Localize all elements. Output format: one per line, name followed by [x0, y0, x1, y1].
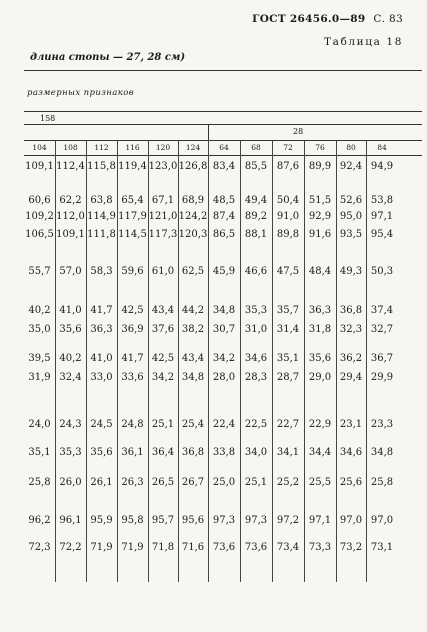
table-group-border [24, 124, 422, 125]
table-cell: 83,4 [212, 161, 236, 172]
table-cell: 35,6 [59, 324, 82, 335]
table-cell: 114,5 [118, 229, 147, 240]
table-cell: 36,3 [90, 324, 113, 335]
table-cell: 97,0 [370, 515, 394, 526]
document-code [252, 13, 403, 25]
table-cell: 111,8 [87, 229, 116, 240]
table-cell: 49,3 [339, 266, 363, 277]
table-cell: 39,5 [28, 353, 51, 364]
column-header: 64 [219, 143, 229, 152]
table-cell: 26,5 [151, 477, 175, 488]
table-cell: 95,0 [339, 211, 363, 222]
table-cell: 34,8 [370, 447, 394, 458]
table-cell: 51,5 [308, 195, 332, 206]
table-cell: 73,6 [212, 542, 236, 553]
table-cell: 93,5 [339, 229, 363, 240]
table-cell: 40,2 [28, 305, 51, 316]
table-cell: 86,5 [212, 229, 236, 240]
table-cell: 106,5 [25, 229, 54, 240]
table-cell: 73,4 [276, 542, 300, 553]
table-cell: 55,7 [28, 266, 51, 277]
table-cell: 40,2 [59, 353, 82, 364]
table-cell: 112,4 [56, 161, 85, 172]
table-cell: 59,6 [121, 266, 144, 277]
table-cell: 36,8 [339, 305, 363, 316]
table-cell: 47,5 [276, 266, 300, 277]
table-cell: 28,7 [276, 372, 300, 383]
table-cell: 31,0 [244, 324, 268, 335]
table-cell: 41,7 [90, 305, 113, 316]
table-cell: 24,0 [28, 419, 51, 430]
column-header-row [24, 141, 422, 155]
table-cell: 97,1 [370, 211, 394, 222]
table-cell: 89,2 [244, 211, 268, 222]
table-cell: 71,9 [90, 542, 113, 553]
table-cell: 117,3 [148, 229, 178, 240]
table-cell: 35,6 [308, 353, 332, 364]
table-cell: 36,3 [308, 305, 332, 316]
table-cell: 71,6 [181, 542, 205, 553]
table-cell: 97,3 [212, 515, 236, 526]
table-cell: 53,8 [370, 195, 394, 206]
group-divider [208, 124, 209, 140]
column-header: 104 [32, 143, 47, 152]
table-cell: 35,1 [276, 353, 300, 364]
table-cell: 85,5 [244, 161, 268, 172]
table-cell: 26,0 [59, 477, 82, 488]
table-cell: 36,9 [121, 324, 144, 335]
table-cell: 37,6 [151, 324, 175, 335]
table-cell: 120,3 [178, 229, 208, 240]
table-cell: 34,2 [151, 372, 175, 383]
table-cell: 72,3 [28, 542, 51, 553]
table-cell: 26,7 [181, 477, 205, 488]
table-cell: 32,3 [339, 324, 363, 335]
column-divider [304, 140, 305, 582]
column-divider [336, 140, 337, 582]
table-cell: 92,9 [308, 211, 332, 222]
table-cell: 25,5 [308, 477, 332, 488]
table-cell: 31,9 [28, 372, 51, 383]
table-cell: 22,9 [308, 419, 332, 430]
table-cell: 42,5 [151, 353, 175, 364]
column-divider [240, 140, 241, 582]
table-cell: 24,3 [59, 419, 82, 430]
table-cell: 22,4 [212, 419, 236, 430]
column-header: 68 [251, 143, 261, 152]
table-cell: 57,0 [59, 266, 82, 277]
table-cell: 31,4 [276, 324, 300, 335]
table-cell: 109,1 [25, 161, 54, 172]
table-cell: 73,3 [308, 542, 332, 553]
table-cell: 48,5 [212, 195, 236, 206]
table-cell: 96,2 [28, 515, 51, 526]
table-cell: 33,0 [90, 372, 113, 383]
table-cell: 121,0 [148, 211, 178, 222]
table-cell: 89,8 [276, 229, 300, 240]
table-cell: 119,4 [118, 161, 147, 172]
table-cell: 95,6 [181, 515, 205, 526]
table-cell: 97,3 [244, 515, 268, 526]
table-cell: 97,1 [308, 515, 332, 526]
table-cell: 36,4 [151, 447, 175, 458]
table-cell: 25,8 [28, 477, 51, 488]
table-cell: 36,1 [121, 447, 144, 458]
table-cell: 91,0 [276, 211, 300, 222]
table-cell: 91,6 [308, 229, 332, 240]
column-header: 112 [94, 143, 109, 152]
column-header: 80 [346, 143, 356, 152]
table-cell: 97,2 [276, 515, 300, 526]
table-cell: 50,4 [276, 195, 300, 206]
table-cell: 37,4 [370, 305, 394, 316]
table-cell: 112,0 [56, 211, 85, 222]
table-cell: 94,9 [370, 161, 394, 172]
table-cell: 95,4 [370, 229, 394, 240]
table-cell: 31,8 [308, 324, 332, 335]
table-cell: 88,1 [244, 229, 268, 240]
table-cell: 73,1 [370, 542, 394, 553]
table-cell: 71,9 [121, 542, 144, 553]
table-cell: 45,9 [212, 266, 236, 277]
table-cell: 41,0 [90, 353, 113, 364]
table-cell: 97,0 [339, 515, 363, 526]
table-cell: 34,8 [181, 372, 205, 383]
table-cell: 34,0 [244, 447, 268, 458]
table-cell: 72,2 [59, 542, 82, 553]
table-cell: 28,0 [212, 372, 236, 383]
table-cell: 34,6 [244, 353, 268, 364]
table-cell: 61,0 [151, 266, 175, 277]
table-cell: 29,9 [370, 372, 394, 383]
table-cell: 50,3 [370, 266, 394, 277]
table-cell: 34,4 [308, 447, 332, 458]
table-cell: 25,6 [339, 477, 363, 488]
table-cell: 36,7 [370, 353, 394, 364]
table-cell: 71,8 [151, 542, 175, 553]
table-label: Таблица 18 [324, 36, 403, 48]
column-header: 124 [185, 143, 201, 152]
gost-number: ГОСТ 26456.0—89 [252, 13, 366, 25]
table-cell: 23,1 [339, 419, 363, 430]
table-cell: 34,1 [276, 447, 300, 458]
table-cell: 35,3 [59, 447, 82, 458]
table-cell: 35,1 [28, 447, 51, 458]
table-cell: 34,8 [212, 305, 236, 316]
page-number: С. 83 [373, 13, 403, 25]
column-divider [208, 140, 209, 582]
column-divider [86, 140, 87, 582]
column-header: 84 [377, 143, 387, 152]
table-cell: 41,7 [121, 353, 144, 364]
table-cell: 43,4 [181, 353, 205, 364]
table-cell: 25,1 [151, 419, 175, 430]
table-cell: 26,3 [121, 477, 144, 488]
table-cell: 62,5 [181, 266, 205, 277]
table-cell: 117,9 [118, 211, 147, 222]
column-divider [148, 140, 149, 582]
column-divider [272, 140, 273, 582]
column-header: 72 [283, 143, 293, 152]
table-cell: 25,8 [370, 477, 394, 488]
table-cell: 44,2 [181, 305, 205, 316]
table-cell: 89,9 [308, 161, 332, 172]
table-cell: 24,5 [90, 419, 113, 430]
column-header-bottom-border [24, 155, 422, 156]
table-cell: 60,6 [28, 195, 51, 206]
table-cell: 95,8 [121, 515, 144, 526]
table-cell: 25,1 [244, 477, 268, 488]
table-cell: 92,4 [339, 161, 363, 172]
table-top-border [24, 111, 422, 112]
table-cell: 109,1 [56, 229, 85, 240]
table-cell: 32,7 [370, 324, 394, 335]
table-cell: 58,3 [90, 266, 113, 277]
table-cell: 34,6 [339, 447, 363, 458]
table-cell: 22,7 [276, 419, 300, 430]
table-cell: 48,4 [308, 266, 332, 277]
table-cell: 124,2 [178, 211, 208, 222]
foot-length-note: длина стопы — 27, 28 см) [30, 52, 186, 63]
table-cell: 41,0 [59, 305, 82, 316]
table-cell: 30,7 [212, 324, 236, 335]
table-cell: 25,0 [212, 477, 236, 488]
table-cell: 25,2 [276, 477, 300, 488]
table-cell: 68,9 [181, 195, 205, 206]
table-cell: 26,1 [90, 477, 113, 488]
column-divider [366, 140, 367, 582]
table-cell: 46,6 [244, 266, 268, 277]
table-cell: 126,8 [178, 161, 208, 172]
table-cell: 96,1 [59, 515, 82, 526]
table-cell: 35,3 [244, 305, 268, 316]
column-divider [55, 140, 56, 582]
table-cell: 63,8 [90, 195, 113, 206]
table-cell: 23,3 [370, 419, 394, 430]
table-cell: 73,6 [244, 542, 268, 553]
table-cell: 73,2 [339, 542, 363, 553]
column-header: 108 [63, 143, 78, 152]
table-cell: 62,2 [59, 195, 82, 206]
table-cell: 22,5 [244, 419, 268, 430]
table-cell: 95,9 [90, 515, 113, 526]
table-cell: 35,6 [90, 447, 113, 458]
group-header-158: 158 [40, 114, 56, 123]
table-cell: 65,4 [121, 195, 144, 206]
column-header: 116 [125, 143, 140, 152]
column-divider [178, 140, 179, 582]
table-cell: 28,3 [244, 372, 268, 383]
table-cell: 109,2 [25, 211, 54, 222]
table-cell: 87,4 [212, 211, 236, 222]
table-cell: 35,7 [276, 305, 300, 316]
table-cell: 33,6 [121, 372, 144, 383]
table-cell: 87,6 [276, 161, 300, 172]
table-cell: 35,0 [28, 324, 51, 335]
table-cell: 36,8 [181, 447, 205, 458]
group-header-28: 28 [293, 127, 304, 136]
table-cell: 25,4 [181, 419, 205, 430]
table-cell: 32,4 [59, 372, 82, 383]
table-cell: 123,0 [148, 161, 178, 172]
table-cell: 34,2 [212, 353, 236, 364]
table-cell: 42,5 [121, 305, 144, 316]
table-cell: 36,2 [339, 353, 363, 364]
column-header: 76 [315, 143, 325, 152]
table-cell: 49,4 [244, 195, 268, 206]
top-rule [24, 70, 422, 71]
table-cell: 67,1 [151, 195, 175, 206]
table-cell: 95,7 [151, 515, 175, 526]
table-cell: 52,6 [339, 195, 363, 206]
table-cell: 24,8 [121, 419, 144, 430]
table-cell: 38,2 [181, 324, 205, 335]
column-divider [117, 140, 118, 582]
table-cell: 33,8 [212, 447, 236, 458]
table-cell: 29,0 [308, 372, 332, 383]
table-cell: 114,9 [87, 211, 116, 222]
table-cell: 43,4 [151, 305, 175, 316]
table-cell: 29,4 [339, 372, 363, 383]
sizes-caption: размерных признаков [27, 88, 135, 98]
column-header: 120 [155, 143, 171, 152]
table-cell: 115,8 [87, 161, 116, 172]
